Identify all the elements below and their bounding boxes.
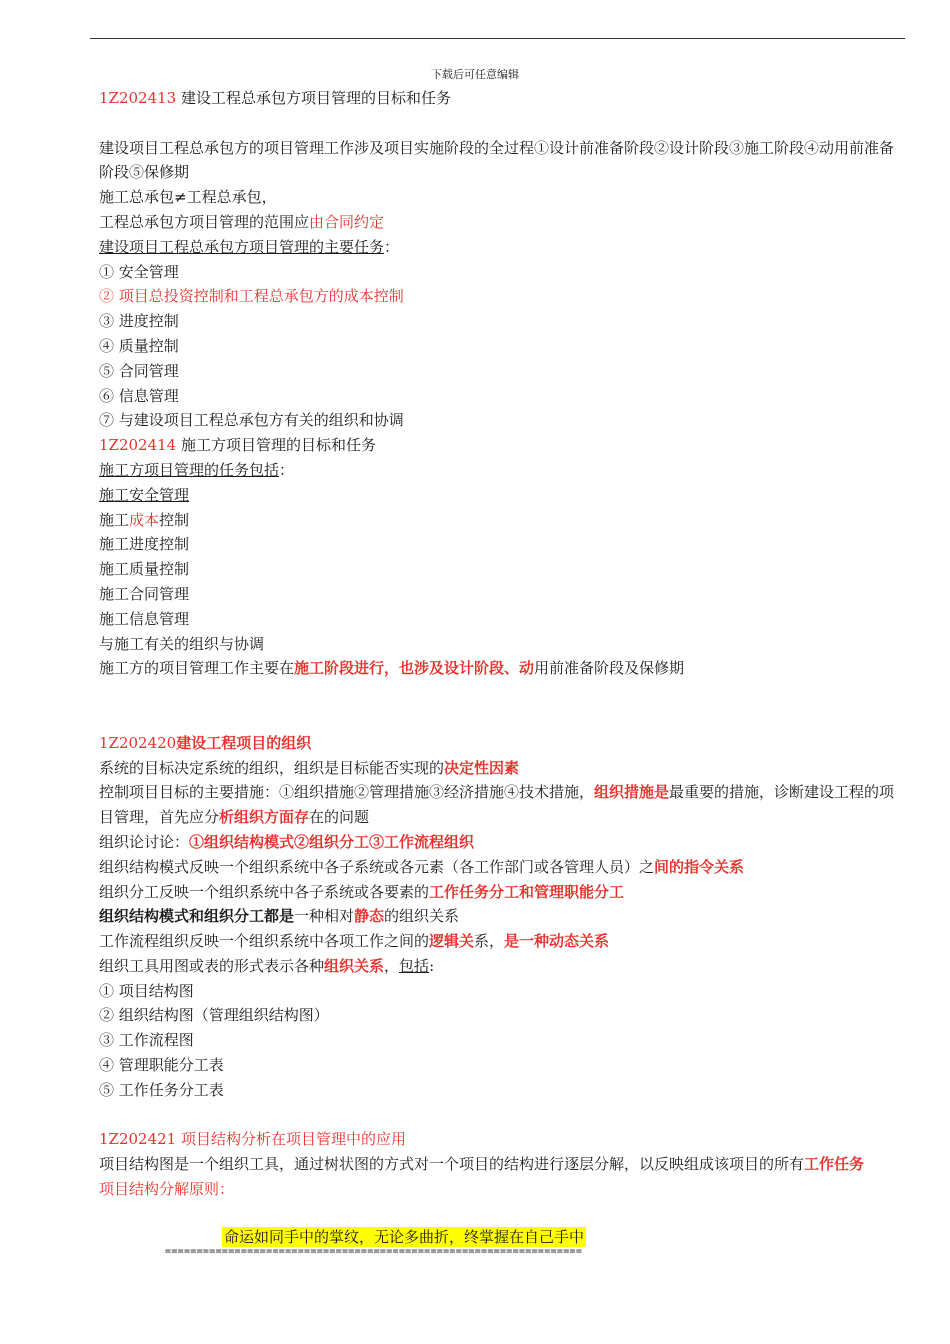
paragraph: 项目结构图是一个组织工具，通过树状图的方式对一个项目的结构进行逐层分解，以反映组成该项目的所有工作任务: [99, 1155, 865, 1174]
list-item: ① 安全管理: [99, 262, 179, 281]
paragraph: 控制项目目标的主要措施：①组织措施②管理措施③经济措施④技术措施，组织措施是最重要的措施，诊断建设工程的项目管理，首先应分析组织方面存在的问题: [99, 783, 895, 827]
page-body: [90, 86, 905, 1202]
list-item: ② 项目总投资控制和工程总承包方的成本控制: [99, 287, 404, 306]
paragraph: 施工方的项目管理工作主要在施工阶段进行，也涉及设计阶段、动用前准备阶段及保修期: [99, 659, 685, 678]
list-item: ⑤ 工作任务分工表: [99, 1080, 224, 1099]
list-item: ④ 质量控制: [99, 336, 179, 355]
section-code: 1Z202413: [99, 89, 177, 107]
list-item: ② 组织结构图（管理组织结构图）: [99, 1006, 329, 1025]
paragraph: 建设项目工程总承包方的项目管理工作涉及项目实施阶段的全过程①设计前准备阶段②设计阶段③施工阶段④动用前准备阶段⑤保修期: [99, 138, 895, 182]
list-item: 与施工有关的组织与协调: [99, 634, 265, 653]
paragraph: 组织工具用图或表的形式表示各种组织关系，包括:: [99, 956, 435, 975]
list-item: ③ 进度控制: [99, 312, 179, 331]
list-item: ⑤ 合同管理: [99, 361, 179, 380]
list-item: ⑦ 与建设项目工程总承包方有关的组织和协调: [99, 411, 404, 430]
section-heading-1z202420: 1Z202420建设工程项目的组织: [99, 733, 312, 752]
list-item: 施工安全管理: [99, 485, 190, 504]
list-item: 施工成本控制: [99, 510, 190, 529]
list-item: 施工合同管理: [99, 584, 190, 603]
list-item: ③ 工作流程图: [99, 1031, 194, 1050]
list-item: 施工进度控制: [99, 535, 190, 554]
paragraph: 组织结构模式和组织分工都是一种相对静态的组织关系: [99, 907, 460, 926]
paragraph: 工作流程组织反映一个组织系统中各项工作之间的逻辑关系，是一种动态关系: [99, 932, 610, 951]
paragraph: 组织论讨论：①组织结构模式②组织分工③工作流程组织: [99, 832, 475, 851]
section-heading-1z202413: [90, 86, 905, 111]
list-item: ① 项目结构图: [99, 981, 194, 1000]
list-item: ④ 管理职能分工表: [99, 1056, 224, 1075]
footer-rule: ==================================================================: [165, 1246, 583, 1257]
subheading: 建设项目工程总承包方项目管理的主要任务：: [99, 237, 400, 256]
subheading: 施工方项目管理的任务包括：: [99, 460, 295, 479]
section-heading-1z202414: 1Z202414 施工方项目管理的目标和任务: [99, 436, 377, 455]
paragraph: 系统的目标决定系统的组织，组织是目标能否实现的决定性因素: [99, 758, 520, 777]
list-item: ⑥ 信息管理: [99, 386, 179, 405]
header-note: 下载后可任意编辑: [431, 68, 519, 81]
section-heading-1z202421: 1Z202421 项目结构分析在项目管理中的应用: [99, 1130, 406, 1149]
list-item: 施工质量控制: [99, 560, 190, 579]
paragraph: 项目结构分解原则：: [99, 1180, 235, 1199]
paragraph: 组织结构模式反映一个组织系统中各子系统或各元素（各工作部门或各管理人员）之间的指令关系: [99, 857, 745, 876]
paragraph: 施工总承包≠工程总承包，: [99, 188, 277, 207]
footer-motto: 命运如同手中的掌纹，无论多曲折，终掌握在自己手中: [224, 1228, 585, 1246]
paragraph: 组织分工反映一个组织系统中各子系统或各要素的工作任务分工和管理职能分工: [99, 882, 625, 901]
paragraph: 工程总承包方项目管理的范围应由合同约定: [99, 212, 385, 231]
section-title: 建设工程总承包方项目管理的目标和任务: [176, 89, 452, 107]
top-rule: [90, 38, 905, 39]
list-item: 施工信息管理: [99, 609, 190, 628]
